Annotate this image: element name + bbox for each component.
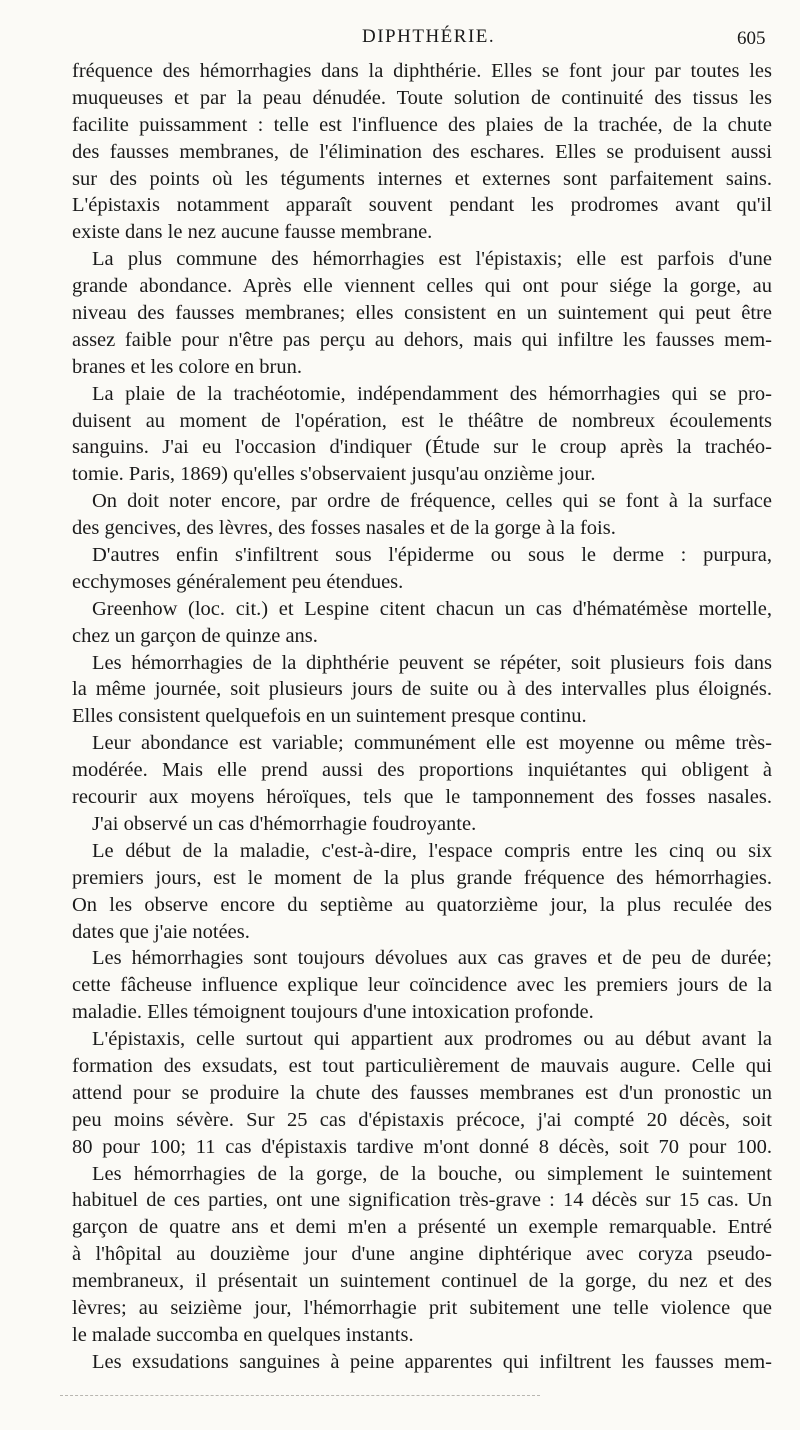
text-line: facilite puissamment : telle est l'influence des plaies de la trachée, de la chute <box>72 113 772 136</box>
text-line: sur des points où les téguments internes et externes sont parfaitement sains. <box>72 167 772 190</box>
text-line: On doit noter encore, par ordre de fréquence, celles qui se font à la surface <box>92 490 772 513</box>
text-line: grande abondance. Après elle viennent celles qui ont pour siége la gorge, au <box>72 275 772 298</box>
text-line: Les hémorrhagies sont toujours dévolues aux cas graves et de peu de durée; <box>92 947 772 970</box>
text-line: maladie. Elles témoignent toujours d'une intoxication profonde. <box>72 1001 594 1024</box>
text-line: On les observe encore du septième au quatorzième jour, la plus reculée des <box>72 893 772 916</box>
text-line: recourir aux moyens héroïques, tels que le tamponnement des fosses nasales. <box>72 786 772 809</box>
text-line: La plus commune des hémorrhagies est l'épistaxis; elle est parfois d'une <box>92 248 772 271</box>
text-line: L'épistaxis, celle surtout qui appartient aux prodromes ou au début avant la <box>92 1028 772 1051</box>
text-line: à l'hôpital au douzième jour d'une angine diphtérique avec coryza pseudo- <box>72 1243 772 1266</box>
text-line: Elles consistent quelquefois en un suintement presque continu. <box>72 705 587 728</box>
text-line: chez un garçon de quinze ans. <box>72 624 318 647</box>
text-line: membraneux, il présentait un suintement continuel de la gorge, du nez et des <box>72 1270 772 1293</box>
text-line: attend pour se produire la chute des fausses membranes est d'un pronostic un <box>72 1081 772 1104</box>
text-line: fréquence des hémorrhagies dans la diphthérie. Elles se font jour par toutes les <box>72 60 772 82</box>
text-line: D'autres enfin s'infiltrent sous l'épiderme ou sous le derme : purpura, <box>92 544 772 567</box>
text-line: La plaie de la trachéotomie, indépendamment des hémorrhagies qui se pro- <box>92 382 772 405</box>
text-line: le malade succomba en quelques instants. <box>72 1323 414 1346</box>
text-line: Le début de la maladie, c'est-à-dire, l'espace compris entre les cinq ou six <box>92 839 772 862</box>
body-text <box>72 58 772 1376</box>
text-line: lèvres; au seizième jour, l'hémorrhagie prit subitement une telle violence que <box>72 1296 772 1319</box>
text-line: 80 pour 100; 11 cas d'épistaxis tardive m'ont donné 8 décès, soit 70 pour 100. <box>72 1135 772 1158</box>
text-line: Les hémorrhagies de la gorge, de la bouche, ou simplement le suintement <box>92 1162 772 1185</box>
text-line: peu moins sévère. Sur 25 cas d'épistaxis précoce, j'ai compté 20 décès, soit <box>72 1108 772 1131</box>
text-line: Leur abondance est variable; communément elle est moyenne ou même très- <box>92 732 772 755</box>
text-line: des fausses membranes, de l'élimination des eschares. Elles se produisent aussi <box>72 140 772 163</box>
text-line: Les exsudations sanguines à peine apparentes qui infiltrent les fausses mem- <box>92 1350 772 1373</box>
text-line: ecchymoses généralement peu étendues. <box>72 570 404 593</box>
page-header <box>0 26 800 56</box>
text-line: cette fâcheuse influence explique leur coïncidence avec les premiers jours de la <box>72 974 772 997</box>
text-line: Les hémorrhagies de la diphthérie peuvent se répéter, soit plusieurs fois dans <box>92 651 772 674</box>
text-line: tomie. Paris, 1869) qu'elles s'observaient jusqu'au onzième jour. <box>72 463 596 486</box>
text-line: J'ai observé un cas d'hémorrhagie foudroyante. <box>92 812 477 835</box>
page-number: 605 <box>737 28 766 49</box>
text-line: premiers jours, est le moment de la plus grande fréquence des hémorrhagies. <box>72 866 772 889</box>
footer-rule <box>60 1395 540 1396</box>
text-line: habituel de ces parties, ont une signification très-grave : 14 décès sur 15 cas. Un <box>72 1189 772 1212</box>
text-line: muqueuses et par la peau dénudée. Toute solution de continuité des tissus les <box>72 86 772 109</box>
text-line: des gencives, des lèvres, des fosses nasales et de la gorge à la fois. <box>72 517 616 540</box>
text-line: la même journée, soit plusieurs jours de suite ou à des intervalles plus éloignés. <box>72 678 772 701</box>
text-line: garçon de quatre ans et demi m'en a présenté un exemple remarquable. Entré <box>72 1216 772 1239</box>
text-line: formation des exsudats, est tout particulièrement de mauvais augure. Celle qui <box>72 1054 772 1077</box>
text-line: branes et les colore en brun. <box>72 355 302 378</box>
text-line: assez faible pour n'être pas perçu au dehors, mais qui infiltre les fausses mem- <box>72 328 772 351</box>
running-title: DIPHTHÉRIE. <box>362 26 496 47</box>
text-line: modérée. Mais elle prend aussi des proportions inquiétantes qui obligent à <box>72 759 772 782</box>
text-line: dates que j'aie notées. <box>72 920 250 943</box>
text-line: Greenhow (loc. cit.) et Lespine citent chacun un cas d'hématémèse mortelle, <box>92 597 772 620</box>
text-line: L'épistaxis notamment apparaît souvent pendant les prodromes avant qu'il <box>72 194 772 217</box>
text-line: existe dans le nez aucune fausse membrane. <box>72 221 433 244</box>
text-line: niveau des fausses membranes; elles consistent en un suintement qui peut être <box>72 302 772 325</box>
text-line: sanguins. J'ai eu l'occasion d'indiquer (Étude sur le croup après la trachéo- <box>72 436 772 459</box>
text-line: duisent au moment de l'opération, est le théâtre de nombreux écoulements <box>72 409 772 432</box>
